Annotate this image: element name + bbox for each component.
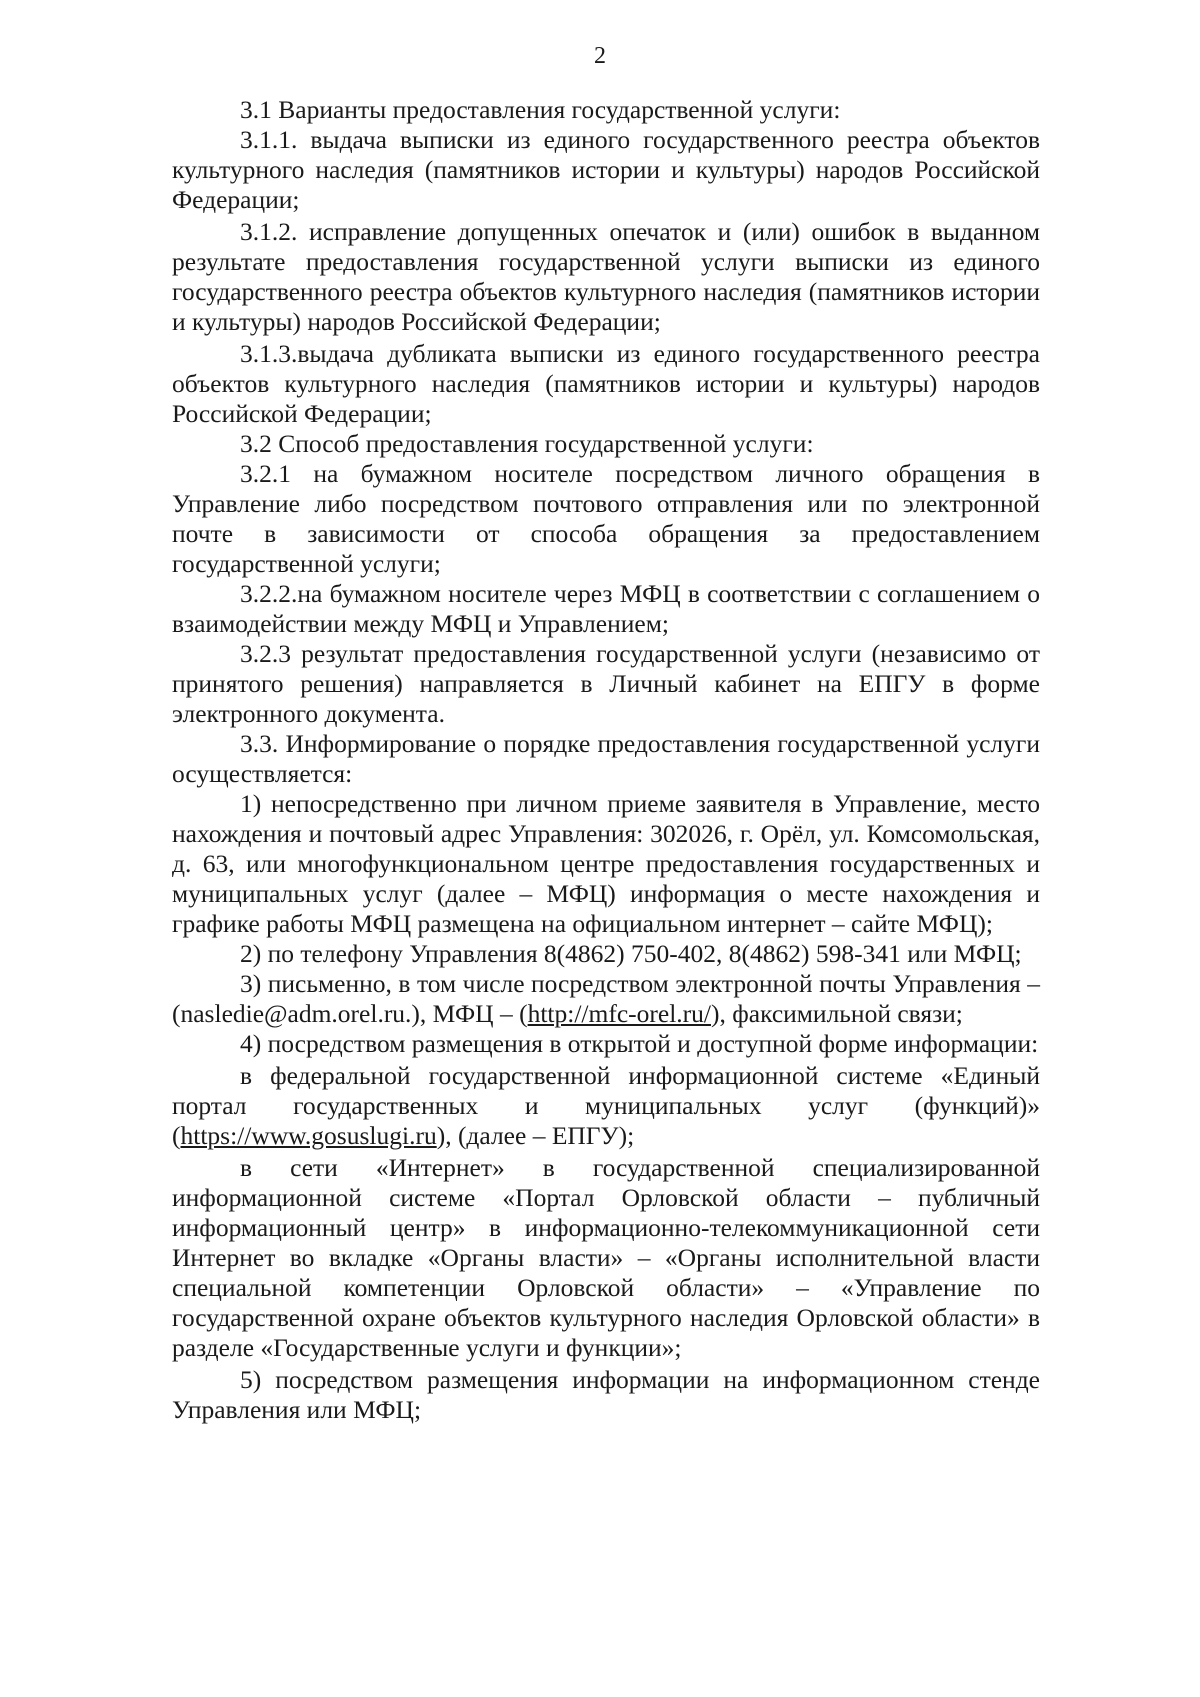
- epgu-text-after: ), (далее – ЕПГУ);: [436, 1121, 635, 1150]
- epgu-text-before: в федеральной государственной информационной системе «Единый портал государственных и муниципальных услуг (функций)» (: [172, 1061, 1040, 1150]
- paragraph-3-1-3: 3.1.3.выдача дубликата выписки из единого государственного реестра объектов культурного наследия (памятников истории и культуры) народов Российской Федерации;: [172, 339, 1040, 428]
- paragraph-item-4: 4) посредством размещения в открытой и доступной форме информации:: [240, 1029, 1039, 1058]
- paragraph-3-3: 3.3. Информирование о порядке предоставления государственной услуги осуществляется:: [172, 729, 1040, 788]
- paragraph-item-3: [172, 969, 1040, 1029]
- page-number: 2: [594, 43, 606, 69]
- paragraph-3-1: 3.1 Варианты предоставления государственной услуги:: [240, 95, 841, 124]
- paragraph-3-2-2: 3.2.2.на бумажном носителе через МФЦ в соответствии с соглашением о взаимодействии между МФЦ и Управлением;: [172, 579, 1040, 638]
- paragraph-3-2-3: 3.2.3 результат предоставления государственной услуги (независимо от принятого решения) направляется в Личный кабинет на ЕПГУ в форме электронного документа.: [172, 639, 1040, 728]
- paragraph-internet-portal: в сети «Интернет» в государственной специализированной информационной системе «Портал Орловской области – публичный информационный центр» в информационно-телекоммуникационной сети Интернет во вкладке «Органы власти» – «Органы исполнительной власти специальной компетенции Орловской области» – «Управление по государственной охране объектов культурного наследия Орловской области» в разделе «Государственные услуги и функции»;: [172, 1153, 1040, 1362]
- mfc-website-link[interactable]: http://mfc-orel.ru/: [527, 999, 711, 1028]
- paragraph-3-2-1: 3.2.1 на бумажном носителе посредством личного обращения в Управление либо посредством почтового отправления или по электронной почте в зависимости от способа обращения за предоставлением государственной услуги;: [172, 459, 1040, 578]
- paragraph-item-1: 1) непосредственно при личном приеме заявителя в Управление, место нахождения и почтовый адрес Управления: 302026, г. Орёл, ул. Комсомольская, д. 63, или многофункциональном центре предоставления государственных и муниципальных услуг (далее – МФЦ) информация о месте нахождения и графике работы МФЦ размещена на официальном интернет – сайте МФЦ);: [172, 789, 1040, 938]
- document-body: [172, 95, 1040, 1425]
- paragraph-3-2: 3.2 Способ предоставления государственной услуги:: [240, 429, 814, 458]
- item-3-text-after: ), факсимильной связи;: [710, 999, 963, 1028]
- paragraph-item-2: 2) по телефону Управления 8(4862) 750-402, 8(4862) 598-341 или МФЦ;: [240, 939, 1022, 968]
- paragraph-3-1-1: 3.1.1. выдача выписки из единого государственного реестра объектов культурного наследия (памятников истории и культуры) народов Российской Федерации;: [172, 125, 1040, 214]
- item-3-text-before: 3) письменно, в том числе посредством электронной почты Управления – (nasledie@adm.orel.ru.), МФЦ – (: [172, 969, 1040, 1028]
- gosuslugi-link[interactable]: https://www.gosuslugi.ru: [180, 1121, 437, 1150]
- paragraph-3-1-2: 3.1.2. исправление допущенных опечаток и (или) ошибок в выданном результате предоставления государственной услуги выписки из единого государственного реестра объектов культурного наследия (памятников истории и культуры) народов Российской Федерации;: [172, 217, 1040, 336]
- paragraph-epgu: [172, 1061, 1040, 1151]
- paragraph-item-5: 5) посредством размещения информации на информационном стенде Управления или МФЦ;: [172, 1365, 1040, 1424]
